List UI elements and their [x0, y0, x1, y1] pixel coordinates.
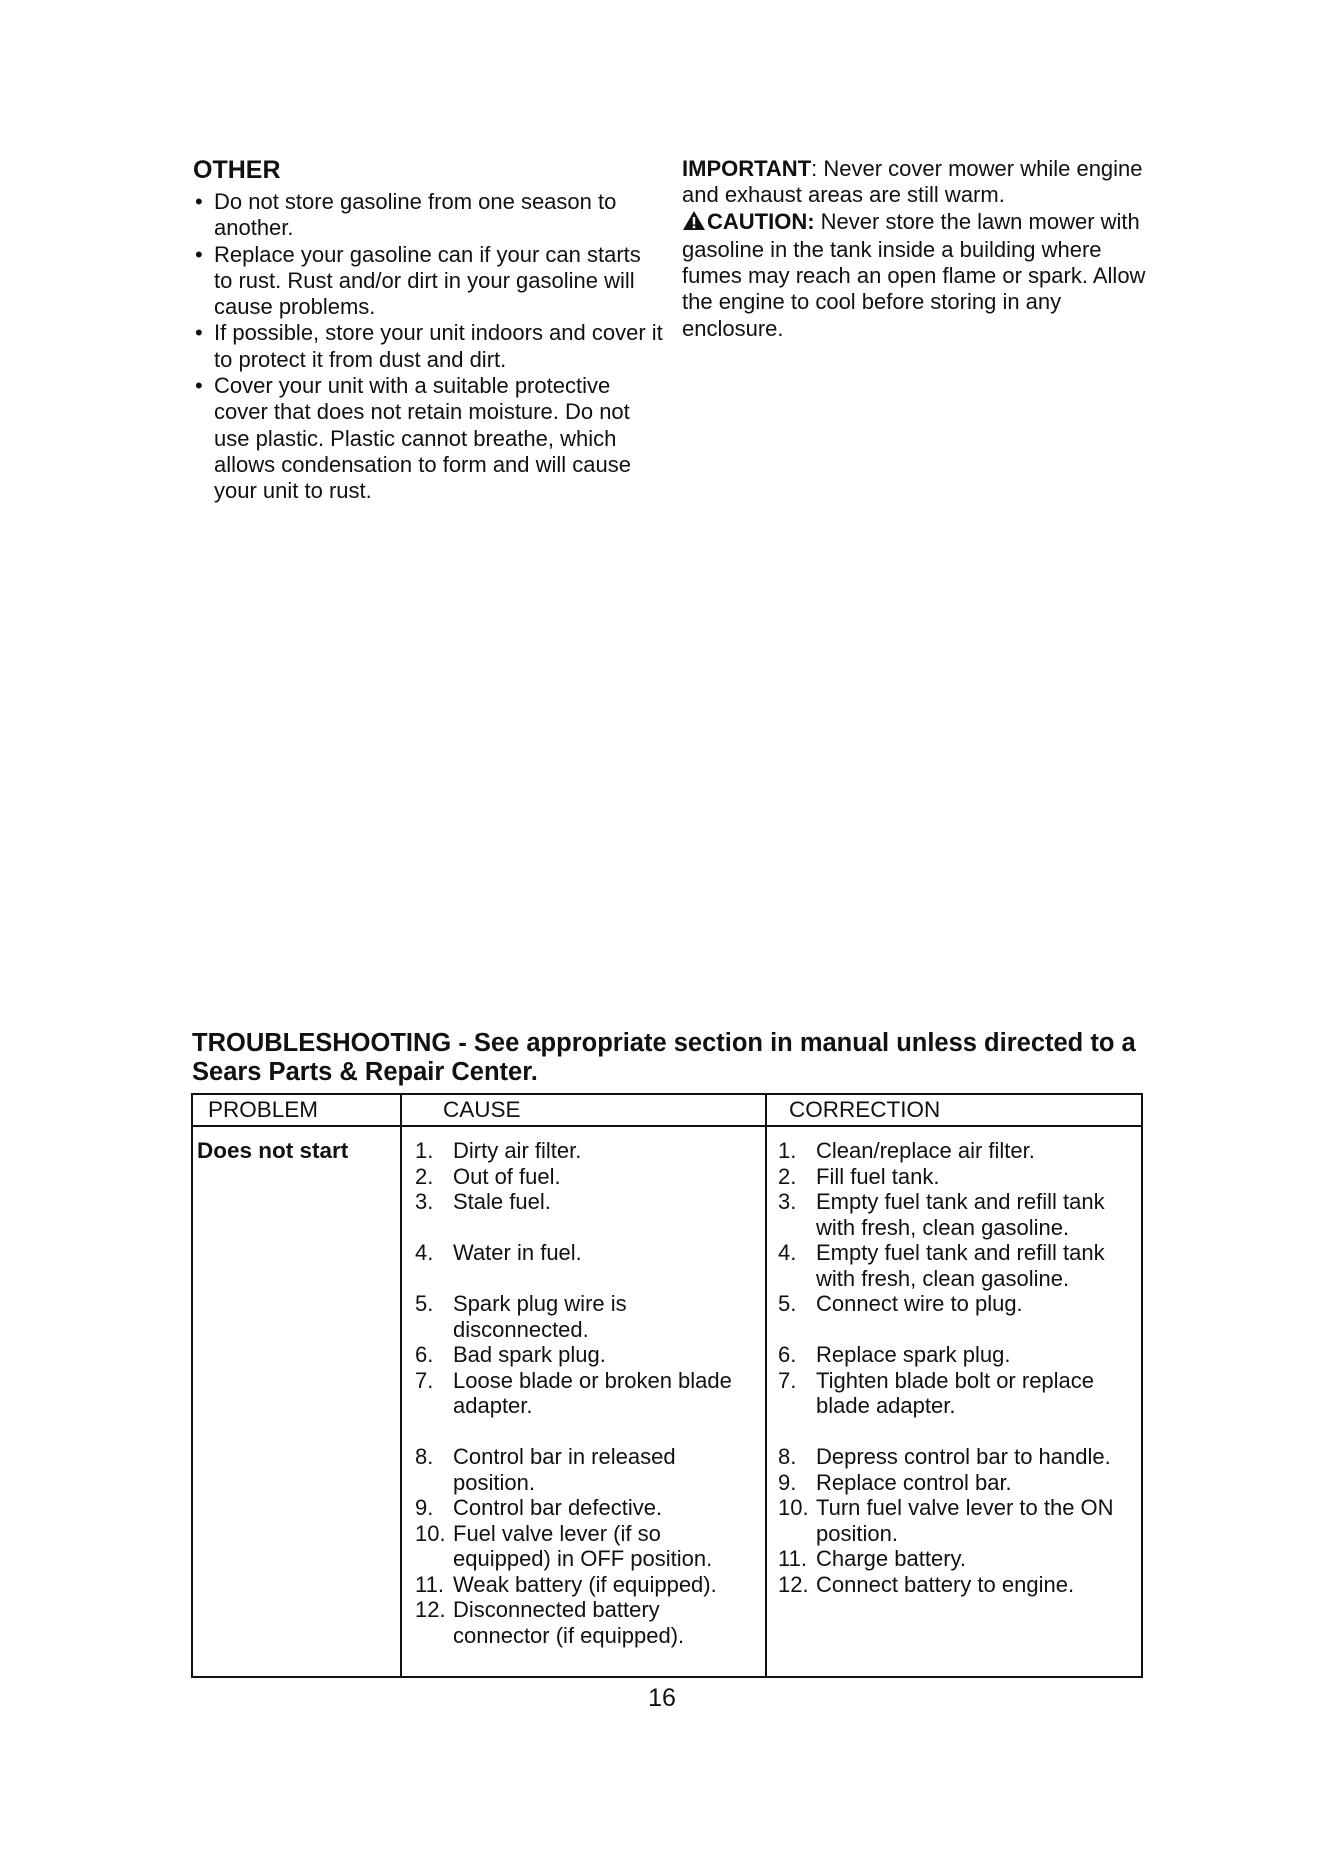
other-section	[193, 156, 663, 505]
warning-triangle-icon	[682, 210, 706, 237]
cause-number: 11.	[415, 1571, 444, 1597]
other-item-text: If possible, store your unit indoors and cover it to protect it from dust and dirt.	[214, 320, 663, 372]
bullet: •	[195, 373, 203, 399]
correction-number: 8.	[778, 1444, 797, 1469]
correction-number: 12.	[778, 1571, 809, 1597]
column-header-problem: PROBLEM	[208, 1097, 319, 1122]
correction-text: Empty fuel tank and refill tank with fresh, clean gasoline.	[816, 1240, 1105, 1291]
correction-text: Depress control bar to handle.	[816, 1444, 1111, 1469]
cause-number: 3.	[415, 1189, 434, 1214]
caution-notice	[682, 209, 1152, 342]
cause-item	[415, 1138, 753, 1164]
correction-text: Empty fuel tank and refill tank with fresh, clean gasoline.	[816, 1189, 1105, 1240]
correction-text: Clean/replace air filter.	[816, 1138, 1035, 1163]
important-colon: :	[811, 156, 818, 181]
important-notice	[682, 156, 1152, 209]
other-item	[193, 373, 663, 504]
troubleshooting-heading: TROUBLESHOOTING - See appropriate section in manual unless directed to a Sears Parts & Repair Center.	[192, 1029, 1136, 1086]
correction-item	[778, 1444, 1136, 1470]
other-heading: OTHER	[193, 156, 281, 184]
cause-item	[415, 1597, 753, 1648]
cause-number: 7.	[415, 1367, 434, 1393]
other-item	[193, 320, 663, 373]
correction-item	[778, 1240, 1136, 1291]
correction-number: 10.	[778, 1495, 809, 1520]
correction-text: Fill fuel tank.	[816, 1163, 940, 1189]
cause-text: Fuel valve lever (if so equipped) in OFF position.	[453, 1520, 713, 1571]
cause-text: Dirty air filter.	[453, 1138, 582, 1163]
other-item-text: Cover your unit with a suitable protective cover that does not retain moisture. Do not use plastic. Plastic cannot breathe, which allows condensation to form and will cause your unit to rust.	[214, 373, 632, 504]
cause-number: 2.	[415, 1163, 434, 1189]
problem-cell: Does not start	[197, 1138, 349, 1163]
important-label: IMPORTANT	[682, 156, 812, 181]
column-divider	[400, 1095, 402, 1676]
cause-item	[415, 1521, 753, 1572]
cause-item	[415, 1164, 753, 1190]
troubleshooting-table	[191, 1093, 1143, 1678]
other-item-text: Replace your gasoline can if your can starts to rust. Rust and/or dirt in your gasoline will cause problems.	[214, 241, 641, 320]
column-divider	[765, 1095, 767, 1676]
other-list	[193, 189, 663, 505]
correction-number: 2.	[778, 1163, 797, 1189]
cause-number: 5.	[415, 1291, 434, 1316]
cause-item	[415, 1444, 753, 1495]
correction-item	[778, 1368, 1136, 1419]
important-text: Never cover mower while engine and exhaust areas are still warm.	[682, 156, 1143, 208]
correction-number: 6.	[778, 1342, 797, 1367]
correction-number: 5.	[778, 1291, 797, 1316]
cause-text: Control bar defective.	[453, 1495, 663, 1520]
other-item-text: Do not store gasoline from one season to another.	[214, 189, 617, 241]
correction-item	[778, 1495, 1136, 1546]
cause-item	[415, 1291, 753, 1342]
correction-text: Connect wire to plug.	[816, 1291, 1023, 1316]
bullet: •	[195, 189, 203, 214]
cause-item	[415, 1572, 753, 1598]
cause-number: 4.	[415, 1240, 434, 1265]
cause-number: 12.	[415, 1597, 446, 1622]
cause-number: 10.	[415, 1520, 446, 1546]
correction-item	[778, 1291, 1136, 1317]
bullet: •	[195, 241, 203, 267]
cause-text: Spark plug wire is disconnected.	[453, 1291, 627, 1342]
page-number: 16	[648, 1684, 676, 1712]
cause-list	[415, 1138, 753, 1648]
cause-text: Stale fuel.	[453, 1189, 551, 1214]
correction-item	[778, 1572, 1136, 1598]
correction-item	[778, 1470, 1136, 1496]
correction-list	[778, 1138, 1136, 1597]
correction-text: Replace control bar.	[816, 1469, 1012, 1495]
cause-text: Control bar in released position.	[453, 1444, 676, 1495]
notice-section	[682, 156, 1152, 342]
cause-text: Weak battery (if equipped).	[453, 1571, 717, 1597]
correction-number: 7.	[778, 1367, 797, 1393]
correction-item	[778, 1164, 1136, 1190]
cause-item	[415, 1240, 753, 1266]
cause-item	[415, 1495, 753, 1521]
bullet: •	[195, 320, 203, 346]
cause-item	[415, 1189, 753, 1215]
correction-item	[778, 1546, 1136, 1572]
caution-text: Never store the lawn mower with gasoline in the tank inside a building where fumes may reach an open flame or spark. Allow the engine to cool before storing in any enclosure.	[682, 208, 1146, 341]
correction-item	[778, 1189, 1136, 1240]
correction-number: 1.	[778, 1138, 797, 1163]
correction-text: Replace spark plug.	[816, 1342, 1011, 1367]
correction-text: Tighten blade bolt or replace blade adapter.	[816, 1367, 1095, 1418]
cause-text: Bad spark plug.	[453, 1342, 606, 1367]
correction-item	[778, 1342, 1136, 1368]
correction-number: 3.	[778, 1189, 797, 1214]
cause-number: 8.	[415, 1444, 434, 1469]
cause-text: Loose blade or broken blade adapter.	[453, 1367, 732, 1418]
cause-number: 9.	[415, 1495, 434, 1520]
cause-text: Water in fuel.	[453, 1240, 582, 1265]
correction-number: 9.	[778, 1469, 797, 1495]
correction-text: Charge battery.	[816, 1546, 967, 1571]
other-item	[193, 189, 663, 242]
cause-number: 6.	[415, 1342, 434, 1367]
correction-number: 4.	[778, 1240, 797, 1265]
column-header-correction: CORRECTION	[789, 1097, 941, 1122]
correction-number: 11.	[778, 1546, 807, 1571]
caution-label: CAUTION:	[707, 208, 815, 234]
cause-number: 1.	[415, 1138, 434, 1163]
cause-text: Out of fuel.	[453, 1163, 561, 1189]
correction-text: Turn fuel valve lever to the ON position.	[816, 1495, 1114, 1546]
correction-text: Connect battery to engine.	[816, 1571, 1075, 1597]
other-item	[193, 242, 663, 321]
header-divider	[193, 1125, 1141, 1127]
column-header-cause: CAUSE	[443, 1097, 521, 1122]
cause-item	[415, 1368, 753, 1419]
correction-item	[778, 1138, 1136, 1164]
cause-text: Disconnected battery connector (if equipped).	[453, 1597, 685, 1648]
cause-item	[415, 1342, 753, 1368]
